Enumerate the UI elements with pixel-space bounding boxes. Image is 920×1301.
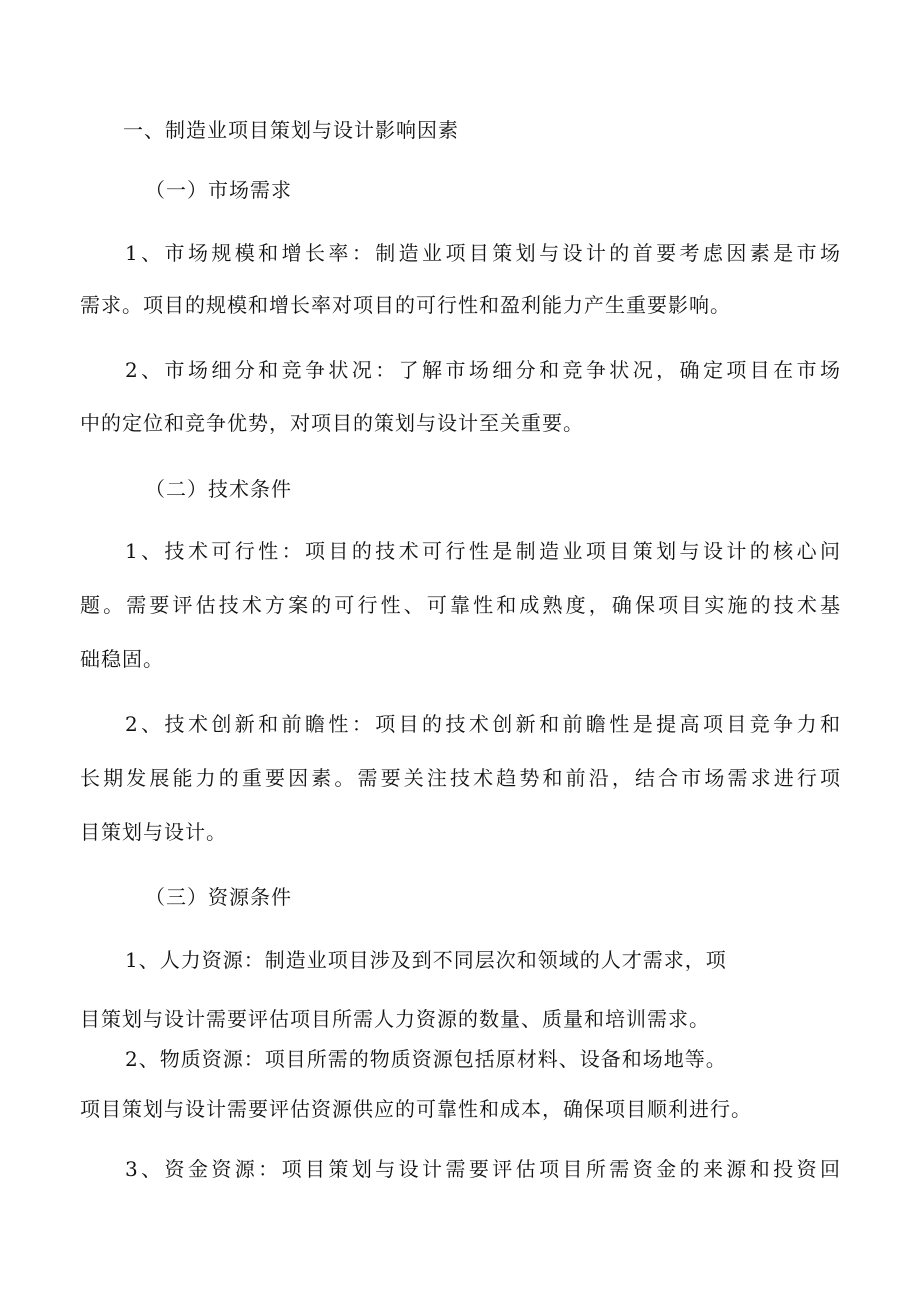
paragraph-line: 长期发展能力的重要因素。需要关注技术趋势和前沿，结合市场需求进行项 xyxy=(80,766,841,790)
paragraph-line: 2、物质资源：项目所需的物质资源包括原材料、设备和场地等。 xyxy=(125,1047,727,1071)
paragraph-line: 目策划与设计需要评估项目所需人力资源的数量、质量和培训需求。 xyxy=(80,1007,710,1031)
paragraph-line: 3、资金资源：项目策划与设计需要评估项目所需资金的来源和投资回 xyxy=(125,1157,841,1181)
paragraph-line: 1、技术可行性：项目的技术可行性是制造业项目策划与设计的核心问 xyxy=(125,539,841,563)
section-title-market: （一）市场需求 xyxy=(145,178,292,202)
paragraph-line: 需求。项目的规模和增长率对项目的可行性和盈利能力产生重要影响。 xyxy=(80,293,731,317)
paragraph-line: 项目策划与设计需要评估资源供应的可靠性和成本，确保项目顺利进行。 xyxy=(80,1097,752,1121)
paragraph-line: 1、市场规模和增长率：制造业项目策划与设计的首要考虑因素是市场 xyxy=(125,241,841,265)
paragraph-line: 2、技术创新和前瞻性：项目的技术创新和前瞻性是提高项目竞争力和 xyxy=(125,712,841,736)
section-title-resources: （三）资源条件 xyxy=(145,885,292,909)
paragraph-line: 题。需要评估技术方案的可行性、可靠性和成熟度，确保项目实施的技术基 xyxy=(80,593,841,617)
document-heading: 一、制造业项目策划与设计影响因素 xyxy=(123,118,459,142)
paragraph-line: 中的定位和竞争优势，对项目的策划与设计至关重要。 xyxy=(80,411,584,435)
section-title-technology: （二）技术条件 xyxy=(145,477,292,501)
paragraph-line: 础稳固。 xyxy=(80,647,164,671)
paragraph-line: 2、市场细分和竞争状况：了解市场细分和竞争状况，确定项目在市场 xyxy=(125,358,841,382)
paragraph-line: 1、人力资源：制造业项目涉及到不同层次和领域的人才需求，项 xyxy=(125,948,727,972)
paragraph-line: 目策划与设计。 xyxy=(80,820,227,844)
